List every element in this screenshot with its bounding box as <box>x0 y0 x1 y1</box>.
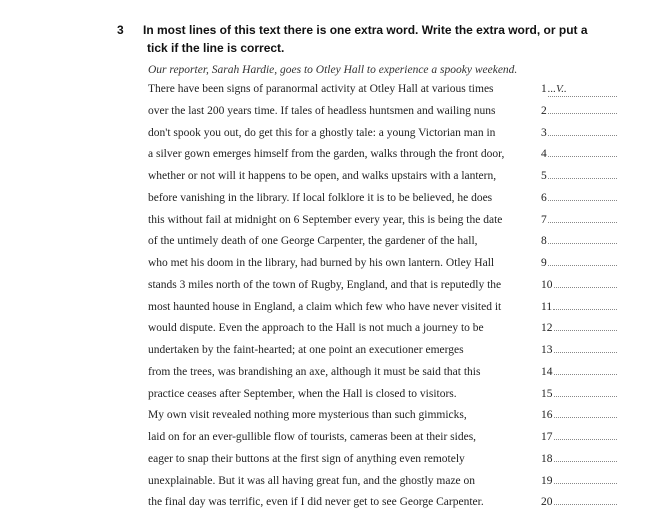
text-line <box>148 404 617 426</box>
text-line <box>148 80 617 100</box>
line-text: a silver gown emerges himself from the garden, walks through the front door, <box>148 148 505 161</box>
line-text: eager to snap their buttons at the first sign of anything even remotely <box>148 452 465 465</box>
line-text: of the untimely death of one George Carpenter, the gardener of the hall, <box>148 235 478 248</box>
text-line <box>148 317 617 339</box>
line-text: My own visit revealed nothing more mysterious than such gimmicks, <box>148 409 467 422</box>
instructions <box>143 21 617 57</box>
line-text: from the trees, was brandishing an axe, although it must be said that this <box>148 365 481 378</box>
line-number: 11 <box>541 300 553 313</box>
line-number: 3 <box>541 126 547 139</box>
text-line <box>148 230 617 252</box>
answer-field[interactable] <box>548 143 617 157</box>
line-number: 17 <box>541 431 553 443</box>
answer-field[interactable] <box>554 448 618 462</box>
line-number: 14 <box>541 365 553 378</box>
answer-field[interactable] <box>554 317 618 331</box>
answer-field[interactable] <box>553 296 617 310</box>
instruction-line: In most lines of this text there is one extra word. Write the extra word, or put a <box>143 23 588 37</box>
answer-field[interactable] <box>548 187 617 201</box>
line-text: this without fail at midnight on 6 September every year, this is being the date <box>148 213 503 226</box>
line-text: practice ceases after September, when the Hall is closed to visitors. <box>148 387 457 400</box>
line-number: 9 <box>541 257 547 269</box>
answer-field[interactable] <box>554 274 618 288</box>
line-number: 15 <box>541 387 553 400</box>
text-line <box>148 426 617 448</box>
line-text: who met his doom in the library, had burned by his own lantern. Otley Hall <box>148 257 495 269</box>
answer-slot <box>541 83 617 97</box>
line-text: before vanishing in the library. If local folklore it is to be believed, he does <box>148 191 493 204</box>
line-text: There have been signs of paranormal activity at Otley Hall at various times <box>148 83 494 95</box>
subtitle: Our reporter, Sarah Hardie, goes to Otley Hall to experience a spooky weekend. <box>148 64 518 76</box>
answer-field[interactable] <box>554 404 618 418</box>
answer-slot <box>541 122 617 139</box>
answer-slot <box>541 100 617 117</box>
line-number: 2 <box>541 104 547 117</box>
answer-field[interactable] <box>554 491 618 505</box>
question-number: 3 <box>117 23 124 37</box>
answer-slot <box>541 230 617 247</box>
answer-slot <box>541 165 617 182</box>
line-text: would dispute. Even the approach to the Hall is not much a journey to be <box>148 322 484 335</box>
text-line <box>148 491 617 513</box>
answer-slot <box>541 187 617 204</box>
line-number: 8 <box>541 235 547 248</box>
answer-field[interactable] <box>548 252 617 266</box>
line-number: 4 <box>541 148 547 161</box>
answer-field[interactable] <box>548 230 617 244</box>
line-text: the final day was terrific, even if I did never get to see George Carpenter. <box>148 496 484 509</box>
line-number: 12 <box>541 322 553 335</box>
answer-field[interactable] <box>554 383 618 397</box>
line-number: 19 <box>541 474 553 487</box>
line-number: 18 <box>541 452 553 465</box>
text-line <box>148 252 617 274</box>
answer-slot <box>541 143 617 160</box>
text-line <box>148 339 617 361</box>
text-line <box>148 274 617 296</box>
answer-slot <box>541 426 617 443</box>
answer-field[interactable] <box>554 426 618 440</box>
answer-slot <box>541 491 617 508</box>
line-text: don't spook you out, do get this for a ghostly tale: a young Victorian man in <box>148 126 496 139</box>
text-line <box>148 296 617 318</box>
answer-field[interactable] <box>548 165 617 179</box>
line-number: 6 <box>541 191 547 204</box>
answer-field[interactable] <box>548 122 617 136</box>
line-text: stands 3 miles north of the town of Rugby, England, and that is reputedly the <box>148 278 502 291</box>
text-line <box>148 448 617 470</box>
answer-field[interactable] <box>554 339 618 353</box>
text-line <box>148 209 617 231</box>
answer-slot <box>541 404 617 421</box>
text-line <box>148 122 617 144</box>
line-text: laid on for an ever-gullible flow of tourists, cameras been at their sides, <box>148 431 477 443</box>
answer-slot <box>541 339 617 356</box>
answer-slot <box>541 317 617 334</box>
line-number: 10 <box>541 278 553 291</box>
answer-field[interactable] <box>554 361 618 375</box>
answer-field[interactable] <box>548 209 617 223</box>
answer-slot <box>541 470 617 487</box>
line-number: 7 <box>541 213 547 226</box>
text-line <box>148 165 617 187</box>
line-number: 13 <box>541 344 553 356</box>
text-line <box>148 470 617 492</box>
answer-slot <box>541 274 617 291</box>
question-header <box>117 21 617 57</box>
exercise <box>117 21 617 513</box>
line-text: undertaken by the faint-hearted; at one point an executioner emerges <box>148 344 464 356</box>
answer-slot <box>541 448 617 465</box>
text-line <box>148 383 617 405</box>
text-line <box>148 143 617 165</box>
line-number: 1 <box>541 83 547 95</box>
answer-slot <box>541 383 617 400</box>
line-text: most haunted house in England, a claim which few who have never visited it <box>148 300 502 313</box>
text-line <box>148 361 617 383</box>
answer-slot <box>541 209 617 226</box>
line-text: whether or not will it happens to be open, and walks upstairs with a lantern, <box>148 170 497 182</box>
line-number: 16 <box>541 409 553 422</box>
answer-slot <box>541 296 617 313</box>
line-number: 5 <box>541 170 547 182</box>
line-number: 20 <box>541 496 553 509</box>
text-line <box>148 100 617 122</box>
instruction-line: tick if the line is correct. <box>147 41 285 55</box>
answer-slot <box>541 361 617 378</box>
line-text: over the last 200 years time. If tales of headless huntsmen and wailing nuns <box>148 104 496 117</box>
answer-field[interactable] <box>548 100 617 114</box>
line-text: unexplainable. But it was all having great fun, and the ghostly maze on <box>148 474 476 487</box>
answer-field[interactable]: ...V.. <box>548 83 617 97</box>
answer-field[interactable] <box>554 470 618 484</box>
text-lines <box>117 80 617 513</box>
answer-slot <box>541 252 617 269</box>
text-line <box>148 187 617 209</box>
